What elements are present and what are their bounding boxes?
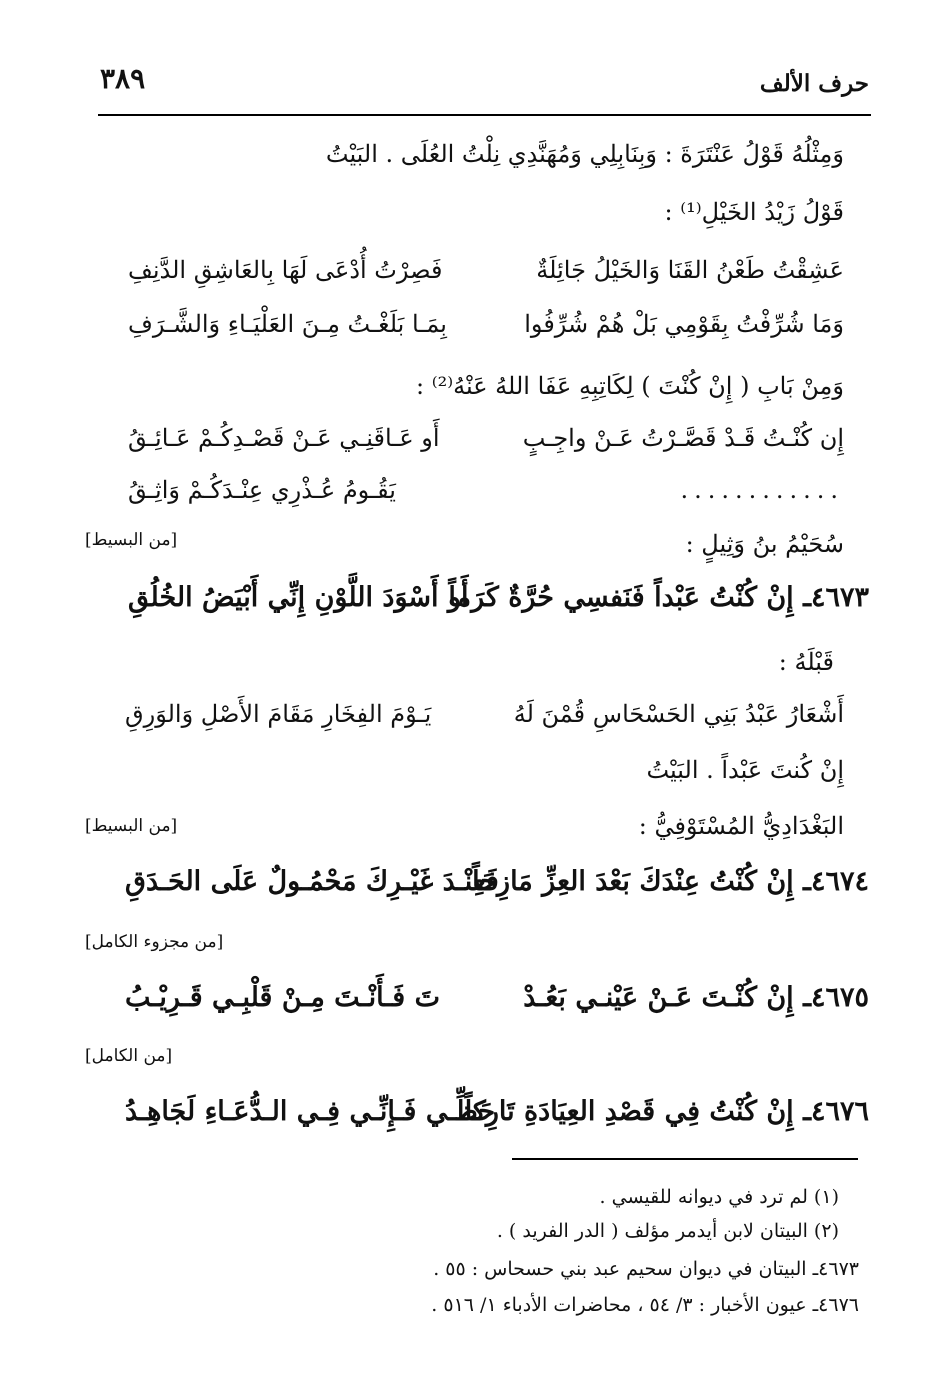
verse-hemistich-first: أَشْعَارُ عَبْدُ بَنِي الحَسْحَاسِ قُمْنَ لَهُ [513,700,844,728]
prose-line: قَبْلَهُ : [778,648,834,676]
entry-hemistich-second: أَو أَسْوَدَ اللَّوْنِ إِنِّي أَبْيَضُ الخُلُقِ [128,582,469,613]
footnote: ٤٦٧٣ـ البيتان في ديوان سحيم عبد بني حسحاس : ٥٥ . [433,1258,859,1280]
entry-hemistich-first: ٤٦٧٥ـ إِنْ كُنْـتَ عَـنْ عَيْنـي بَعُـدْ [523,982,869,1013]
prose-line: وَمِثْلُهُ قَوْلُ عَنْتَرَةَ : وَبِنَابِلِي وَمُهَنَّدِي نِلْتُ العُلَى . البَيْتُ [325,140,844,168]
meter-label: [من مجزوء الكامل] [85,932,224,952]
meter-label: [من الكامل] [85,1046,173,1066]
chapter-title: حرف الألف [759,70,869,97]
verse-hemistich-second: أَو عَـاقَنِـي عَـنْ قَصْـدِكُـمْ عَـائِـقُ [128,424,440,452]
prose-line: قَوْلُ زَيْدُ الخَيْلِ⁽¹⁾ : [664,198,844,226]
verse-ellipsis: ............ [680,476,844,504]
prose-line: وَمِنْ بَابِ ( إِنْ كُنْتَ ) لِكَاتِبِهِ عَفَا اللهُ عَنْهُ⁽²⁾ : [415,372,844,400]
verse-hemistich-second: فَصِرْتُ أُدْعَى لَهَا بِالعَاشِقِ الدَّنِفِ [128,256,443,284]
footnote: (١) لم ترد في ديوانه للقيسي . [599,1186,839,1208]
prose-line: إِنْ كُنتَ عَبْداً . البَيْتُ [646,756,844,784]
footnote: (٢) البيتان لابن أيدمر مؤلف ( الدر الفريد ) . [496,1220,839,1242]
entry-hemistich-first: ٤٦٧٦ـ إِنْ كُنْتُ فِي قَصْدِ العِيَادَةِ تَارِكاً [464,1096,869,1127]
meter-label: [من البسيط] [85,816,178,836]
entry-hemistich-first: ٤٦٧٣ـ إِنْ كُنْتُ عَبْداً فَنَفسِي حُرَّةٌ كَرَماً [448,582,869,613]
meter-label: [من البسيط] [85,530,178,550]
entry-hemistich-second: تَ فَـأَنْـتَ مِـنْ قَلْبِـي قَـرِيْـبُ [125,982,440,1013]
entry-hemistich-second: حَظِّـي فَـإِنِّـي فِـي الـدُّعَـاءِ لَجَاهِـدُ [125,1096,496,1127]
entry-hemistich-second: فَعِنْـدَ غَيْـرِكَ مَحْمُـولٌ عَلَى الحَـدَقِ [125,866,499,897]
verse-hemistich-second: يَـوْمَ الفِخَارِ مَقَامَ الأَصْلِ وَالوَرِقِ [125,700,432,728]
verse-hemistich-second: بِمَـا بَلَغْـتُ مِـنَ العَلْيَـاءِ وَالشَّـرَفِ [128,310,447,338]
page-number: ٣٨٩ [100,62,146,95]
verse-hemistich-first: إِن كُنْـتُ قَـدْ قَصَّـرْتُ عَـنْ واجِـبٍ [522,424,844,452]
entry-hemistich-first: ٤٦٧٤ـ إِنْ كُنْتُ عِنْدَكَ بَعْدَ العِزِّ مَازِحَاً [472,866,869,897]
poet-name: البَغْدَادِيُّ المُسْتَوْفِيُّ : [638,812,844,840]
footnote: ٤٦٧٦ـ عيون الأخبار : ٣/ ٥٤ ، محاضرات الأدباء ١/ ٥١٦ . [431,1294,859,1316]
verse-hemistich-first: وَمَا شُرِّفْتُ بِقَوْمِي بَلْ هُمْ شُرِّفُوا [524,310,844,338]
verse-hemistich-first: عَشِقْتُ طَعْنُ القَنَا وَالخَيْلُ جَائِلَةٌ [536,256,844,284]
poet-name: سُحَيْمُ بنُ وَثِيلٍ : [685,530,844,558]
verse-hemistich-second: يَقُـومُ عُـذْرِي عِنْـدَكُـمْ وَاثِـقُ [128,476,396,504]
header-rule [98,114,871,116]
footnote-rule [512,1158,858,1160]
